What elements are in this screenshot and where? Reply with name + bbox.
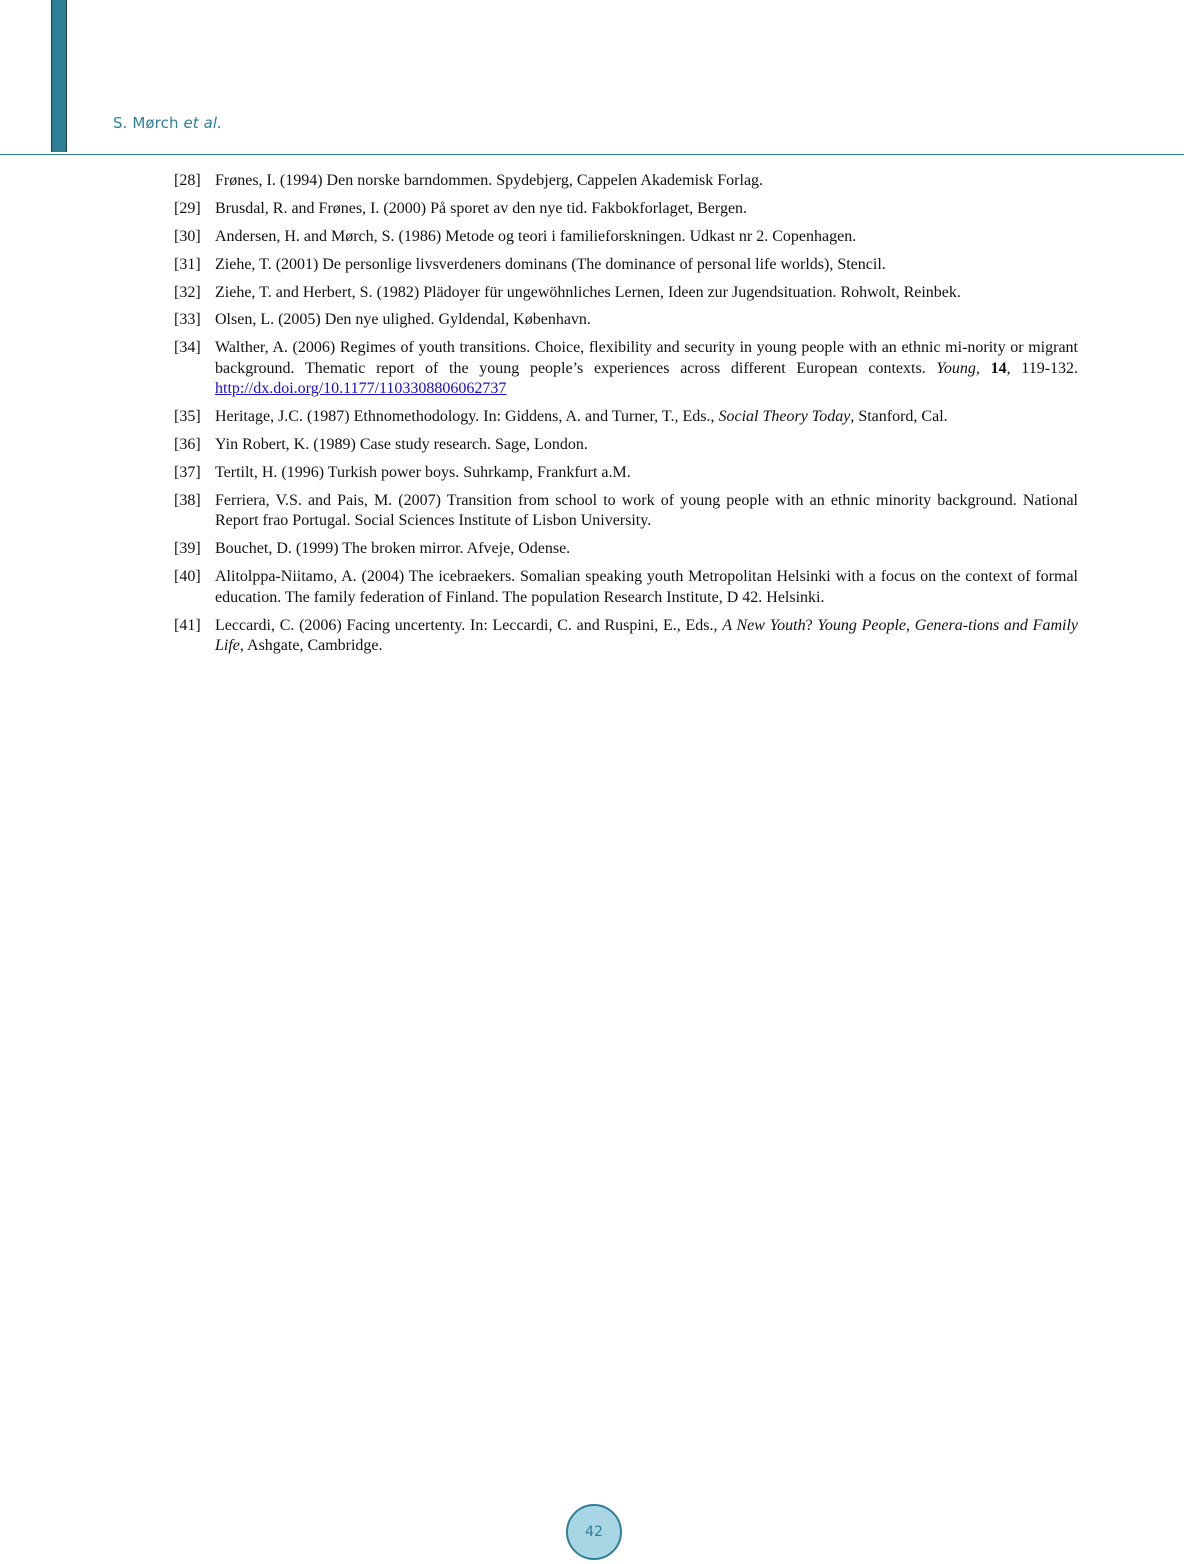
reference-text-segment: Heritage, J.C. (1987) Ethnomethodology. In: Giddens, A. and Turner, T., Eds., bbox=[215, 408, 719, 426]
reference-text-segment: Ferriera, V.S. and Pais, M. (2007) Transition from school to work of young people with an ethnic minority background. National Report frao Portugal. Social Sciences Institute of Lisbon University. bbox=[215, 491, 1078, 530]
reference-volume: 14 bbox=[990, 359, 1007, 377]
reference-text bbox=[215, 227, 1082, 248]
reference-text bbox=[215, 491, 1082, 532]
reference-item bbox=[174, 539, 1082, 560]
reference-text-segment: Alitolppa-Niitamo, A. (2004) The icebraekers. Somalian speaking youth Metropolitan Helsinki with a focus on the context of formal education. The family federation of Finland. The population Research Institute, D 42. Helsinki. bbox=[215, 568, 1078, 606]
reference-item bbox=[174, 199, 1082, 220]
reference-text bbox=[215, 283, 1082, 304]
header-divider bbox=[0, 154, 1184, 155]
reference-text bbox=[215, 435, 1082, 456]
reference-text bbox=[215, 407, 1082, 428]
header-et-al: et al. bbox=[183, 114, 223, 132]
page-number-badge bbox=[566, 1504, 622, 1560]
reference-number: [36] bbox=[174, 436, 201, 454]
reference-text bbox=[215, 310, 1082, 331]
reference-italic-text: A New Youth bbox=[722, 616, 806, 634]
reference-item bbox=[174, 567, 1082, 608]
page-number: 42 bbox=[585, 1524, 603, 1540]
reference-item bbox=[174, 227, 1082, 248]
reference-item bbox=[174, 255, 1082, 276]
reference-number: [41] bbox=[174, 616, 201, 634]
header-author-name: S. Mørch bbox=[113, 114, 179, 132]
reference-text-segment: Yin Robert, K. (1989) Case study research. Sage, London. bbox=[215, 436, 588, 454]
reference-text-segment: Ziehe, T. and Herbert, S. (1982) Plädoyer für ungewöhnliches Lernen, Ideen zur Jugendsituation. Rohwolt, Reinbek. bbox=[215, 283, 961, 301]
reference-number: [38] bbox=[174, 491, 201, 509]
reference-text-segment: Tertilt, H. (1996) Turkish power boys. Suhrkamp, Frankfurt a.M. bbox=[215, 464, 631, 482]
reference-text-segment: ? bbox=[805, 616, 818, 634]
reference-item bbox=[174, 171, 1082, 192]
reference-number: [28] bbox=[174, 172, 201, 189]
reference-number: [39] bbox=[174, 540, 201, 558]
reference-text-segment: , Ashgate, Cambridge. bbox=[239, 637, 383, 655]
reference-number: [40] bbox=[174, 568, 201, 586]
reference-text bbox=[215, 539, 1082, 560]
reference-list bbox=[174, 171, 1082, 664]
reference-number: [30] bbox=[174, 227, 201, 245]
reference-text bbox=[215, 338, 1082, 400]
reference-item bbox=[174, 283, 1082, 304]
reference-italic-text: Young People bbox=[817, 616, 907, 634]
reference-item bbox=[174, 310, 1082, 331]
reference-text-segment: , 119-132. bbox=[1006, 359, 1079, 377]
reference-number: [31] bbox=[174, 255, 201, 273]
reference-text-segment: Leccardi, C. (2006) Facing uncertenty. In: Leccardi, C. and Ruspini, E., Eds., bbox=[215, 616, 723, 634]
reference-item bbox=[174, 463, 1082, 484]
reference-text-segment: , bbox=[975, 359, 991, 377]
reference-number: [34] bbox=[174, 339, 201, 357]
reference-text-segment: Andersen, H. and Mørch, S. (1986) Metode og teori i familieforskningen. Udkast nr 2. Copenhagen. bbox=[215, 227, 857, 245]
reference-number: [32] bbox=[174, 283, 201, 301]
reference-number: [37] bbox=[174, 464, 201, 482]
reference-number: [35] bbox=[174, 408, 201, 426]
reference-item bbox=[174, 435, 1082, 456]
reference-text bbox=[215, 463, 1082, 484]
doi-link[interactable]: http://dx.doi.org/10.1177/1103308806062737 bbox=[215, 380, 507, 398]
reference-italic-text: Genera-tions and Family Life bbox=[215, 616, 1078, 655]
reference-text bbox=[215, 255, 1082, 276]
reference-text-segment: Brusdal, R. and Frønes, I. (2000) På sporet av den nye tid. Fakbokforlaget, Bergen. bbox=[215, 199, 748, 217]
reference-text bbox=[215, 199, 1082, 220]
reference-text-segment: Walther, A. (2006) Regimes of youth transitions. Choice, flexibility and security in young people with an ethnic mi-nority or migrant background. Thematic report of the young people’s experiences across different European contexts. bbox=[215, 339, 1078, 377]
reference-italic-text: Young bbox=[936, 359, 976, 377]
reference-number: [33] bbox=[174, 311, 201, 329]
reference-item bbox=[174, 407, 1082, 428]
reference-item bbox=[174, 616, 1082, 657]
reference-text-segment: Ziehe, T. (2001) De personlige livsverdeners dominans (The dominance of personal life worlds), Stencil. bbox=[215, 255, 886, 273]
reference-text bbox=[215, 616, 1082, 657]
reference-italic-text: Social Theory Today bbox=[718, 408, 851, 426]
running-header bbox=[113, 114, 222, 132]
header-accent-bar bbox=[51, 0, 67, 152]
reference-text-segment: Olsen, L. (2005) Den nye ulighed. Gyldendal, København. bbox=[215, 311, 591, 329]
reference-text bbox=[215, 567, 1082, 608]
reference-text-segment: , bbox=[906, 616, 915, 634]
reference-text-segment: Bouchet, D. (1999) The broken mirror. Afveje, Odense. bbox=[215, 540, 571, 558]
reference-item bbox=[174, 491, 1082, 532]
reference-number: [29] bbox=[174, 199, 201, 217]
reference-text-segment: , Stanford, Cal. bbox=[850, 408, 948, 426]
reference-text bbox=[215, 171, 1082, 192]
reference-item bbox=[174, 338, 1082, 400]
reference-text-segment: Frønes, I. (1994) Den norske barndommen. Spydebjerg, Cappelen Akademisk Forlag. bbox=[215, 172, 764, 189]
